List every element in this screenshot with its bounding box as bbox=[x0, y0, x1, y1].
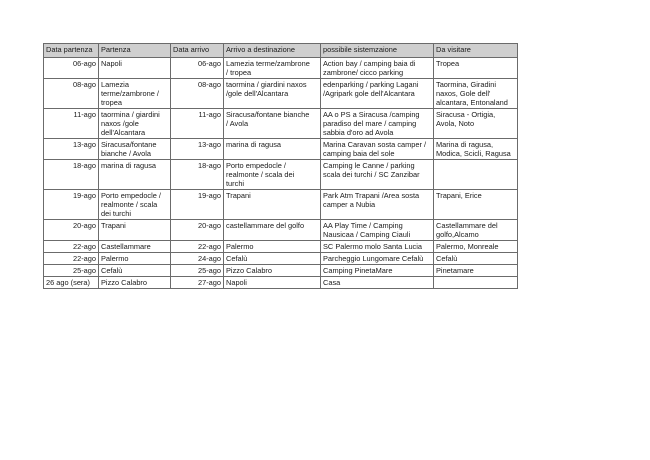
cell-partenza: Trapani bbox=[99, 220, 171, 241]
cell-da-visitare: Palermo, Monreale bbox=[434, 241, 518, 253]
cell-data-partenza: 11-ago bbox=[44, 109, 99, 139]
table-body bbox=[44, 58, 518, 289]
table-row bbox=[44, 277, 518, 289]
cell-partenza: Siracusa/fontane bianche / Avola bbox=[99, 139, 171, 160]
cell-partenza: Pizzo Calabro bbox=[99, 277, 171, 289]
cell-data-partenza: 08-ago bbox=[44, 79, 99, 109]
cell-da-visitare: Taormina, Giradini naxos, Gole dell' alcantara, Entonaland bbox=[434, 79, 518, 109]
table-row bbox=[44, 109, 518, 139]
cell-sistemazione: SC Palermo molo Santa Lucia bbox=[321, 241, 434, 253]
cell-arrivo: marina di ragusa bbox=[224, 139, 321, 160]
header-row bbox=[44, 44, 518, 58]
cell-data-partenza: 22-ago bbox=[44, 253, 99, 265]
cell-arrivo: Napoli bbox=[224, 277, 321, 289]
column-header-data-arrivo: Data arrivo bbox=[171, 44, 224, 58]
cell-partenza: marina di ragusa bbox=[99, 160, 171, 190]
cell-da-visitare: Siracusa - Ortigia, Avola, Noto bbox=[434, 109, 518, 139]
cell-data-arrivo: 11-ago bbox=[171, 109, 224, 139]
cell-da-visitare: Cefalù bbox=[434, 253, 518, 265]
cell-arrivo: taormina / giardini naxos /gole dell'Alcantara bbox=[224, 79, 321, 109]
cell-sistemazione: Action bay / camping baia di zambrone/ cicco parking bbox=[321, 58, 434, 79]
cell-data-partenza: 25-ago bbox=[44, 265, 99, 277]
cell-arrivo: castellammare del golfo bbox=[224, 220, 321, 241]
cell-da-visitare: Tropea bbox=[434, 58, 518, 79]
cell-sistemazione: Camping le Canne / parking scala dei turchi / SC Zanzibar bbox=[321, 160, 434, 190]
cell-data-partenza: 06-ago bbox=[44, 58, 99, 79]
cell-sistemazione: Park Atm Trapani /Area sosta camper a Nubia bbox=[321, 190, 434, 220]
cell-arrivo: Cefalù bbox=[224, 253, 321, 265]
column-header-data-partenza: Data partenza bbox=[44, 44, 99, 58]
cell-sistemazione: edenparking / parking Lagani /Agripark gole dell'Alcantara bbox=[321, 79, 434, 109]
cell-partenza: Cefalù bbox=[99, 265, 171, 277]
cell-sistemazione: Camping PinetaMare bbox=[321, 265, 434, 277]
itinerary-table bbox=[43, 43, 518, 289]
cell-data-arrivo: 25-ago bbox=[171, 265, 224, 277]
cell-arrivo: Palermo bbox=[224, 241, 321, 253]
cell-data-partenza: 13-ago bbox=[44, 139, 99, 160]
cell-data-arrivo: 06-ago bbox=[171, 58, 224, 79]
cell-partenza: Porto empedocle / realmonte / scala dei turchi bbox=[99, 190, 171, 220]
cell-partenza: Napoli bbox=[99, 58, 171, 79]
cell-partenza: Palermo bbox=[99, 253, 171, 265]
cell-arrivo: Siracusa/fontane bianche / Avola bbox=[224, 109, 321, 139]
cell-data-arrivo: 27-ago bbox=[171, 277, 224, 289]
cell-sistemazione: Parcheggio Lungomare Cefalù bbox=[321, 253, 434, 265]
cell-da-visitare bbox=[434, 160, 518, 190]
cell-data-partenza: 26 ago (sera) bbox=[44, 277, 99, 289]
table-row bbox=[44, 160, 518, 190]
cell-partenza: taormina / giardini naxos /gole dell'Alcantara bbox=[99, 109, 171, 139]
table-row bbox=[44, 139, 518, 160]
cell-data-partenza: 19-ago bbox=[44, 190, 99, 220]
table-row bbox=[44, 253, 518, 265]
cell-da-visitare: Trapani, Erice bbox=[434, 190, 518, 220]
cell-data-arrivo: 19-ago bbox=[171, 190, 224, 220]
table-row bbox=[44, 79, 518, 109]
cell-data-arrivo: 08-ago bbox=[171, 79, 224, 109]
cell-data-arrivo: 24-ago bbox=[171, 253, 224, 265]
cell-data-arrivo: 18-ago bbox=[171, 160, 224, 190]
table-row bbox=[44, 241, 518, 253]
cell-sistemazione: Casa bbox=[321, 277, 434, 289]
column-header-partenza: Partenza bbox=[99, 44, 171, 58]
cell-data-partenza: 22-ago bbox=[44, 241, 99, 253]
table-header bbox=[44, 44, 518, 58]
table-row bbox=[44, 265, 518, 277]
cell-data-arrivo: 22-ago bbox=[171, 241, 224, 253]
cell-arrivo: Pizzo Calabro bbox=[224, 265, 321, 277]
cell-arrivo: Trapani bbox=[224, 190, 321, 220]
cell-data-arrivo: 20-ago bbox=[171, 220, 224, 241]
table-row bbox=[44, 190, 518, 220]
cell-sistemazione: AA o PS a Siracusa /camping paradiso del mare / camping sabbia d'oro ad Avola bbox=[321, 109, 434, 139]
column-header-sistemazione: possibile sistemzaione bbox=[321, 44, 434, 58]
cell-da-visitare: Castellammare del golfo,Alcamo bbox=[434, 220, 518, 241]
column-header-da-visitare: Da visitare bbox=[434, 44, 518, 58]
cell-da-visitare bbox=[434, 277, 518, 289]
cell-arrivo: Porto empedocle / realmonte / scala dei turchi bbox=[224, 160, 321, 190]
table-row bbox=[44, 220, 518, 241]
cell-data-partenza: 18-ago bbox=[44, 160, 99, 190]
cell-da-visitare: Marina di ragusa, Modica, Scicli, Ragusa bbox=[434, 139, 518, 160]
cell-da-visitare: Pinetamare bbox=[434, 265, 518, 277]
cell-partenza: Lamezia terme/zambrone / tropea bbox=[99, 79, 171, 109]
cell-data-partenza: 20-ago bbox=[44, 220, 99, 241]
cell-sistemazione: AA Play Time / Camping Nausicaa / Camping Ciauli bbox=[321, 220, 434, 241]
cell-sistemazione: Marina Caravan sosta camper / camping baia del sole bbox=[321, 139, 434, 160]
table-row bbox=[44, 58, 518, 79]
column-header-arrivo: Arrivo a destinazione bbox=[224, 44, 321, 58]
cell-data-arrivo: 13-ago bbox=[171, 139, 224, 160]
cell-arrivo: Lamezia terme/zambrone / tropea bbox=[224, 58, 321, 79]
cell-partenza: Castellammare bbox=[99, 241, 171, 253]
